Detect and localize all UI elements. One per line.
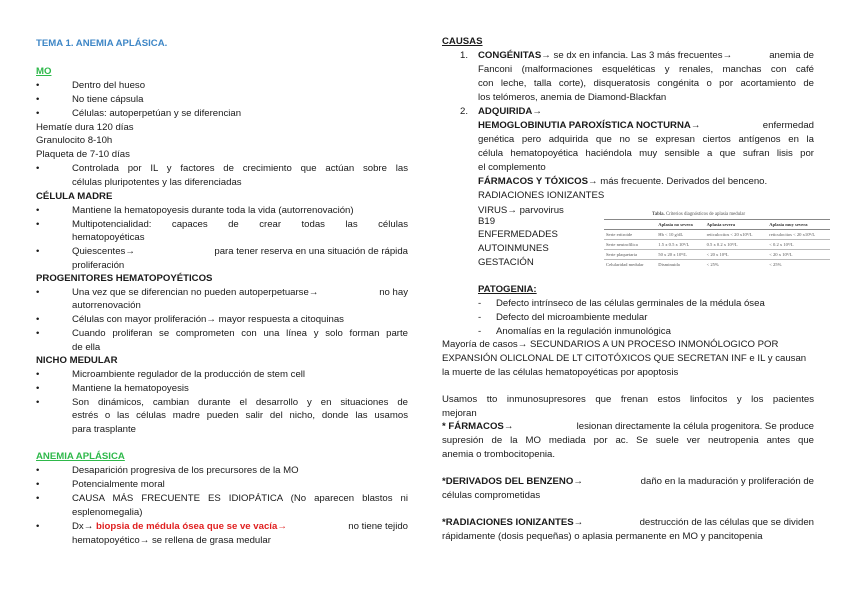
bullet-icon: • (36, 521, 40, 532)
arrow-icon: → (125, 246, 135, 257)
arrow-icon: → (690, 120, 701, 131)
paragraph-line: * FÁRMACOS→ lesionan directamente la célula progenitora. Se produce (442, 421, 814, 432)
section-heading-progenitores: PROGENITORES HEMATOPOYÉTICOS (36, 273, 213, 284)
dash-icon: - (478, 298, 482, 309)
list-item: • Cuando proliferan se comprometen con una línea y solo forman parte (36, 328, 408, 339)
bullet-icon: • (36, 219, 40, 230)
list-item: • Quiescentes→ para tener reserva en una situación de rápida (36, 246, 408, 257)
list-item: • Son dinámicos, cambian durante el desarrollo y en situaciones de (36, 397, 408, 408)
duration-line: Granulocito 8-10h (36, 135, 113, 146)
list-item: • Células con mayor proliferación→ mayor respuesta a citoquinas (36, 314, 344, 325)
bullet-icon: • (36, 328, 40, 339)
document-title: TEMA 1. ANEMIA APLÁSICA. (36, 38, 168, 49)
list-item: • Microambiente regulador de la producción de stem cell (36, 369, 306, 380)
list-item-continuation: estrés o las células madre pueden salir del nicho, donde las usamos (72, 410, 408, 421)
paragraph-line: supresión de la MO mediada por ac. Se suele ver neutropenia antes que (442, 435, 814, 446)
dash-item: - Anomalías en la regulación inmunológica (478, 326, 671, 337)
paragraph-line: rápidamente (dosis pequeñas) o aplasia permanente en MO y pancitopenia (442, 531, 763, 542)
table-caption: Tabla. Criterios diagnósticos de aplasia medular (652, 212, 746, 217)
dash-item: - Defecto intrínseco de las células germinales de la médula ósea (478, 298, 765, 309)
list-item-continuation: de ella (72, 342, 101, 353)
diagnostic-criteria-table (604, 212, 830, 269)
bullet-icon: • (36, 108, 40, 119)
table-row: Celularidad medular Disminuida < 25% < 25% (604, 260, 830, 270)
dash-icon: - (478, 312, 482, 323)
bullet-icon: • (36, 287, 40, 298)
bullet-icon: • (36, 246, 40, 257)
list-item-continuation: células pluripotentes y las diferenciadas (72, 177, 242, 188)
table-row: Serie plaquetaria 50 x 20 x 10⁹/L < 20 x 10⁹L < 20 x 10⁹/L (604, 250, 830, 260)
paragraph-line: *RADIACIONES IONIZANTES→ destrucción de las células que se dividen (442, 517, 814, 528)
duration-line: Hematíe dura 120 días (36, 122, 134, 133)
numbered-item: 2. ADQUIRIDA→ (460, 106, 542, 117)
bullet-icon: • (36, 383, 40, 394)
numbered-item-continuation: el complemento (478, 162, 546, 173)
list-item: • CAUSA MÁS FRECUENTE ES IDIOPÁTICA (No aparecen blastos ni (36, 493, 408, 504)
numbered-item-continuation: los telómeros, anemia de Diamond-Blackfan (478, 92, 667, 103)
arrow-icon: → (588, 176, 598, 187)
bullet-icon: • (36, 314, 40, 325)
duration-line: Plaqueta de 7-10 días (36, 149, 130, 160)
cause-item: GESTACIÓN (478, 257, 534, 268)
section-heading-celula-madre: CÉLULA MADRE (36, 191, 113, 202)
arrow-icon: → (573, 476, 583, 487)
numbered-item-continuation: HEMOGLOBINUTIA PAROXÍSTICA NOCTURNA→ enfermedad (478, 120, 814, 131)
bullet-icon: • (36, 94, 40, 105)
list-item-continuation: hematopoyéticas (72, 232, 145, 243)
section-heading-causas: CAUSAS (442, 36, 483, 47)
table-row: Serie neutrofílica 1.5 x 0.5 x 10⁹/L 0.5 x 0.2 x 10⁹/L < 0.2 x 10⁹/L (604, 240, 830, 250)
paragraph-line: la muerte de las células hematopoyéticas por apoptosis (442, 367, 679, 378)
numbered-item-continuation: Fanconi (malformaciones esqueléticas y renales, manchas con café (478, 64, 814, 75)
paragraph-line: *DERIVADOS DEL BENZENO→ daño en la maduración y proliferación de (442, 476, 814, 487)
numbered-item-continuation: célula hematopoyética haciéndola muy sensible a que sufran lisis por (478, 148, 814, 159)
list-item-continuation: proliferación (72, 260, 125, 271)
arrow-icon: → (83, 521, 94, 532)
list-number: 1. (460, 50, 469, 61)
paragraph-line: EXPANSIÓN OLICLONAL DE LT CITOTÓXICOS QUE SECRETAN INF e IL y causan (442, 353, 807, 364)
bullet-icon: • (36, 205, 40, 216)
list-item: • Mantiene la hematopoyesis (36, 383, 189, 394)
numbered-item-continuation: genética pero adquirida que no se expresan ciertos antígenos en la (478, 134, 814, 145)
section-heading-mo: MO (36, 66, 52, 77)
cause-item: RADIACIONES IONIZANTES (478, 190, 605, 201)
paragraph-line: Usamos tto inmunosupresores que frenan estos linfocitos y los pacientes (442, 394, 814, 405)
list-item: • Dx→ biopsia de médula ósea que se ve vacía→ no tiene tejido (36, 521, 408, 532)
list-item-continuation: autorrenovación (72, 300, 141, 311)
list-item: • Células: autoperpetúan y se diferencian (36, 108, 242, 119)
table-row: Serie eritroide Hb < 10 g/dL reticulocitos < 20 x10⁹/L reticulocitos < 20 x10⁹/L (604, 230, 830, 240)
list-item-continuation: hematopoyético→ se rellena de grasa medular (72, 535, 271, 546)
list-item: • Controlada por IL y factores de crecimiento que actúan sobre las (36, 163, 408, 174)
bullet-icon: • (36, 397, 40, 408)
list-item-continuation: para trasplante (72, 424, 136, 435)
arrow-icon: → (722, 50, 733, 61)
list-item: • Desaparición progresiva de los precursores de la MO (36, 465, 299, 476)
bullet-icon: • (36, 493, 40, 504)
dash-icon: - (478, 326, 482, 337)
paragraph-line: Mayoría de casos→ SECUNDARIOS A UN PROCESO INMONÓLOGICO POR (442, 339, 779, 350)
bullet-icon: • (36, 479, 40, 490)
cause-item: ENFERMEDADES (478, 229, 558, 240)
paragraph-line: mejoran (442, 408, 477, 419)
arrow-icon: → (139, 535, 150, 546)
list-item: • No tiene cápsula (36, 94, 144, 105)
arrow-icon: → (573, 517, 584, 528)
table-header-row: Aplasia no severa Aplasia severa Aplasia muy severa (604, 220, 830, 230)
bullet-icon: • (36, 163, 40, 174)
cause-item: B19 (478, 216, 496, 227)
list-item: • Multipotencialidad: capaces de crear todas las células (36, 219, 408, 230)
arrow-icon: → (517, 339, 528, 350)
cause-item: AUTOINMUNES (478, 243, 549, 254)
list-item: • Mantiene la hematopoyesis durante toda la vida (autorrenovación) (36, 205, 354, 216)
list-item: • Potencialmente moral (36, 479, 165, 490)
arrow-icon: → (206, 314, 216, 325)
arrow-icon: → (507, 205, 517, 216)
numbered-item-continuation: FÁRMACOS Y TÓXICOS→ más frecuente. Derivados del benceno. (478, 176, 768, 187)
arrow-icon: → (308, 287, 319, 298)
numbered-item: 1. CONGÉNITAS→ se dx en infancia. Las 3 más frecuentes→ anemia de (460, 50, 814, 61)
section-heading-nicho: NICHO MEDULAR (36, 355, 118, 366)
dash-item: - Defecto del microambiente medular (478, 312, 648, 323)
cause-item: VIRUS→ parvovirus (478, 205, 564, 216)
paragraph-line: células comprometidas (442, 490, 541, 501)
list-item: • Una vez que se diferencian no pueden autoperpetuarse→ no hay (36, 287, 408, 298)
list-item: • Dentro del hueso (36, 80, 146, 91)
bullet-icon: • (36, 369, 40, 380)
bullet-icon: • (36, 80, 40, 91)
numbered-item-continuation: con leche, talla corte), disqueratosis congénita o por acortamiento de (478, 78, 814, 89)
highlighted-text: biopsia de médula ósea que se ve vacía (96, 521, 278, 532)
arrow-icon: → (277, 521, 287, 532)
arrow-icon: → (541, 50, 551, 61)
list-item-continuation: esplenomegalia) (72, 507, 143, 518)
bullet-icon: • (36, 465, 40, 476)
section-heading-anemia: ANEMIA APLÁSICA (36, 451, 125, 462)
paragraph-line: anemia o trombocitopenia. (442, 449, 556, 460)
arrow-icon: → (503, 421, 514, 432)
section-heading-patogenia: PATOGENIA: (478, 284, 537, 295)
arrow-icon: → (532, 106, 542, 117)
list-number: 2. (460, 106, 469, 117)
